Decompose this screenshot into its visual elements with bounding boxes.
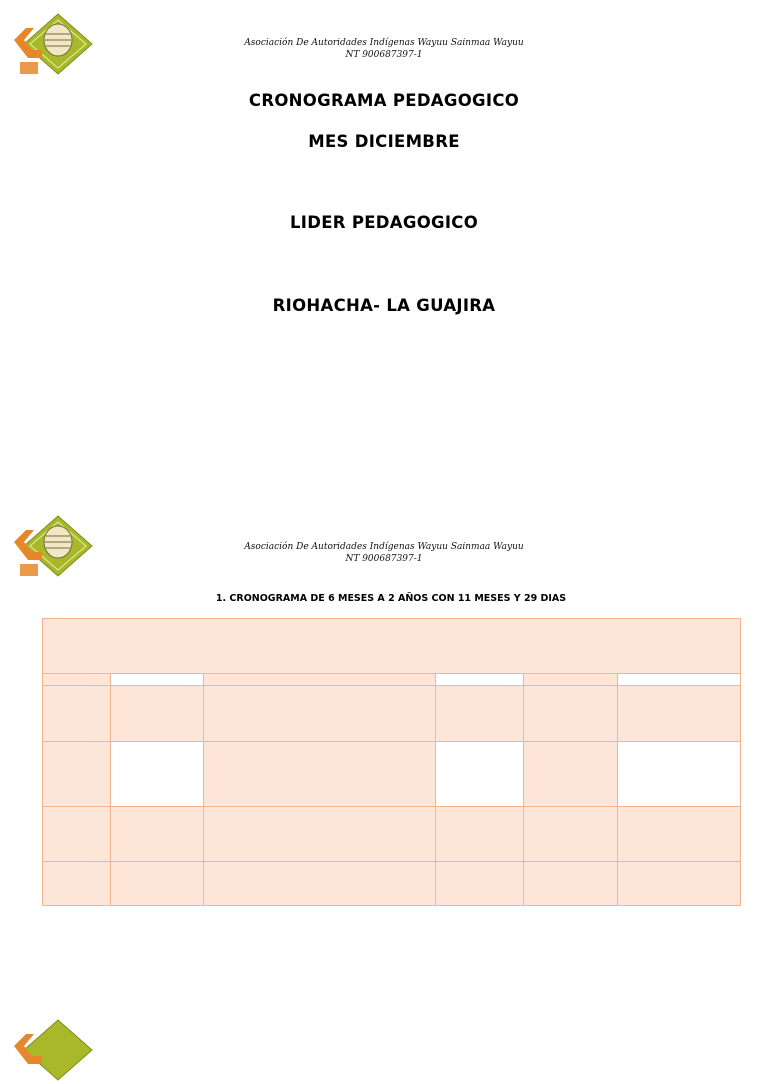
organization-header [150, 37, 618, 61]
table-cell [618, 807, 741, 862]
table-cell [111, 742, 204, 807]
cover-page [0, 0, 768, 500]
table-cell [524, 862, 618, 906]
table-cell [436, 742, 524, 807]
table-title-cell [43, 619, 741, 674]
table-cell [43, 674, 111, 686]
table-cell [111, 686, 204, 742]
table-row [43, 807, 741, 862]
section-heading: 1. CRONOGRAMA DE 6 MESES A 2 AÑOS CON 11 MESES Y 29 DIAS [215, 593, 567, 604]
table-cell [618, 686, 741, 742]
organization-logo-icon [12, 1016, 96, 1084]
table-cell [436, 686, 524, 742]
table-row [43, 742, 741, 807]
document-month: MES DICIEMBRE [308, 132, 460, 151]
table-cell [43, 862, 111, 906]
organization-logo-icon [12, 10, 96, 78]
document-title: CRONOGRAMA PEDAGOGICO [248, 91, 520, 110]
table-cell [43, 742, 111, 807]
organization-nit: NT 900687397-1 [345, 554, 423, 564]
table-cell [436, 807, 524, 862]
table-cell [204, 862, 436, 906]
table-cell [524, 742, 618, 807]
table-cell [204, 686, 436, 742]
schedule-page [0, 500, 768, 1024]
table-row [43, 674, 741, 686]
organization-logo-icon [12, 512, 96, 580]
table-header-row [43, 619, 741, 674]
table-cell [204, 807, 436, 862]
table-cell [618, 674, 741, 686]
document-role: LIDER PEDAGOGICO [289, 213, 479, 232]
table-cell [618, 862, 741, 906]
table-row [43, 862, 741, 906]
table-cell [524, 807, 618, 862]
organization-name: Asociación De Autoridades Indígenas Wayuu Sainmaa Wayuu [244, 38, 524, 48]
table-cell [111, 674, 204, 686]
table-cell [43, 686, 111, 742]
table-cell [43, 807, 111, 862]
table-cell [204, 742, 436, 807]
table-cell [111, 807, 204, 862]
table-cell [111, 862, 204, 906]
schedule-table [42, 618, 741, 906]
organization-nit: NT 900687397-1 [345, 50, 423, 60]
table-cell [204, 674, 436, 686]
table-row [43, 686, 741, 742]
table-cell [524, 686, 618, 742]
table-cell [618, 742, 741, 807]
table-cell [436, 862, 524, 906]
document-location: RIOHACHA- LA GUAJIRA [272, 296, 496, 315]
table-cell [436, 674, 524, 686]
organization-header [150, 541, 618, 565]
table-cell [524, 674, 618, 686]
organization-name: Asociación De Autoridades Indígenas Wayuu Sainmaa Wayuu [244, 542, 524, 552]
